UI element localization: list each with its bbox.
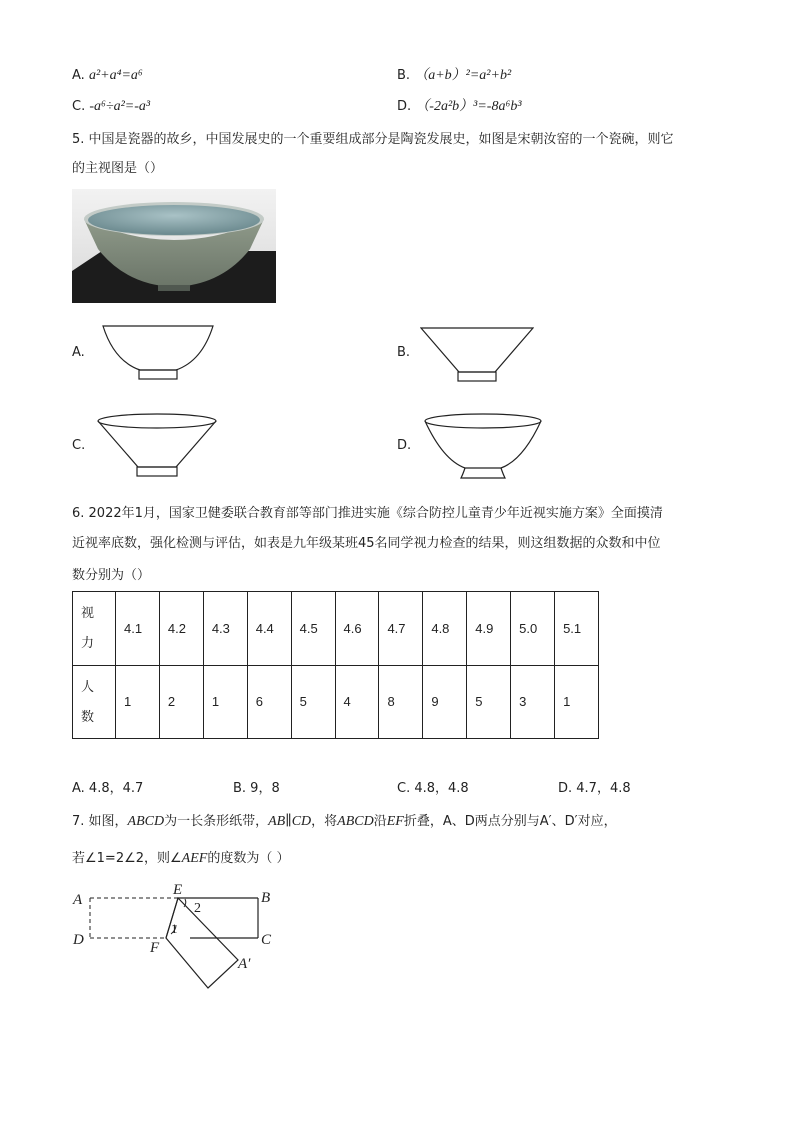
q6-option-d: D. 4.7，4.8 [558,781,631,796]
vision-data-table [72,591,599,739]
label-b: B [261,890,271,906]
q6-stem-line1: 6. 2022年1月，国家卫健委联合教育部等部门推进实施《综合防控儿童青少年近视实施方案》全面摸清 [72,506,663,521]
q4-option-b [397,67,511,85]
label-d: D [73,932,84,948]
vision-cell: 4.1 [116,592,160,666]
vision-cell: 4.9 [467,592,511,666]
q4-option-b-expr: （a+b）²=a²+b² [414,68,512,83]
q4-option-d-label: D. [397,99,412,114]
q4-option-d [397,98,522,116]
count-cell: 3 [511,665,555,739]
q7-stem-line1: 7. 如图，ABCD为一长条形纸带，AB∥CD，将ABCD沿EF折叠，A、D两点分别与A′、D′对应， [72,814,617,829]
q4-option-a-expr: a²+a⁴=a⁶ [88,68,143,83]
angle-1-label: 1 [171,921,178,936]
q7-stem-line2: 若∠1=2∠2，则∠AEF的度数为（ ） [72,851,290,866]
label-a: A [73,892,83,908]
folded-strip-figure [70,878,280,992]
vision-cell: 4.6 [335,592,379,666]
label-f: F [150,940,160,956]
angle-2-label: 2 [194,901,201,916]
count-cell: 9 [423,665,467,739]
ru-kiln-bowl-photo [72,189,276,303]
vision-cell: 4.5 [291,592,335,666]
q4-option-c [72,98,150,116]
q4-option-c-label: C. [72,99,86,114]
q5-stem-line2: 的主视图是（） [72,161,164,176]
q6-stem-line3: 数分别为（） [72,568,151,583]
count-cell: 1 [555,665,599,739]
q6-option-b: B. 9，8 [233,781,280,796]
q5-option-c-label: C. [72,438,86,453]
q4-option-b-label: B. [397,68,411,83]
q4-option-a-label: A. [72,68,85,83]
q6-stem-line2: 近视率底数，强化检测与评估，如表是九年级某班45名同学视力检查的结果，则这组数据的众数和中位 [72,536,661,551]
count-cell: 8 [379,665,423,739]
q6-option-a: A. 4.8，4.7 [72,781,144,796]
vision-cell: 4.3 [203,592,247,666]
vision-cell: 4.2 [159,592,203,666]
q5-option-b-label: B. [397,345,411,360]
count-cell: 4 [335,665,379,739]
table-row-vision [73,592,599,666]
vision-cell: 4.7 [379,592,423,666]
vision-cell: 4.8 [423,592,467,666]
count-cell: 1 [116,665,160,739]
vision-cell: 4.4 [247,592,291,666]
table-row-count [73,665,599,739]
count-cell: 5 [467,665,511,739]
q5-option-a-label: A. [72,345,85,360]
q5-option-d-label: D. [397,438,412,453]
count-cell: 1 [203,665,247,739]
bowl-view-b [420,327,534,383]
label-e: E [173,882,183,898]
count-cell: 2 [159,665,203,739]
count-cell: 5 [291,665,335,739]
q4-option-a [72,67,143,85]
label-a-prime: A′ [238,956,251,972]
bowl-view-a [102,325,214,381]
q5-stem-line1: 5. 中国是瓷器的故乡，中国发展史的一个重要组成部分是陶瓷发展史，如图是宋朝汝窑的一个瓷碗，则它 [72,132,674,147]
vision-cell: 5.1 [555,592,599,666]
q6-option-c: C. 4.8，4.8 [397,781,469,796]
bowl-view-c [96,412,218,480]
row-head-count: 人 数 [73,665,116,739]
count-cell: 6 [247,665,291,739]
q4-option-d-expr: （-2a²b）³=-8a⁶b³ [415,99,522,114]
bowl-view-d [423,412,543,482]
row-head-vision: 视 力 [73,592,116,666]
q4-option-c-expr: -a⁶÷a²=-a³ [89,99,151,114]
label-c: C [261,932,272,948]
vision-cell: 5.0 [511,592,555,666]
